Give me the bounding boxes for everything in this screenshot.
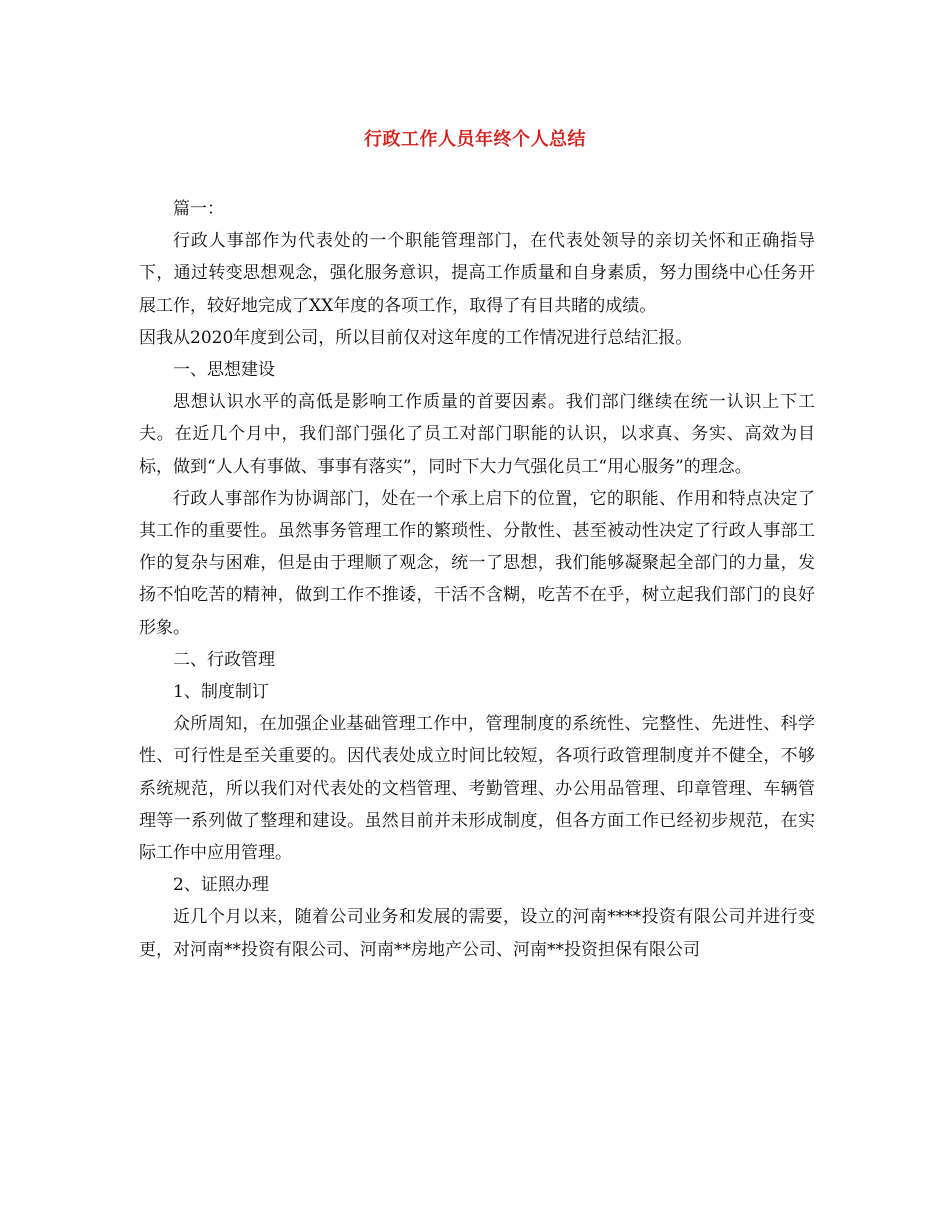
paragraph-intro-note: 因我从2020年度到公司，所以目前仅对这年度的工作情况进行总结汇报。 bbox=[139, 327, 693, 348]
document-body bbox=[139, 193, 815, 966]
paragraph-license-processing: 近几个月以来，随着公司业务和发展的需要，设立的河南****投资有限公司并进行变更，对河南**投资有限公司、河南**房地产公司、河南**投资担保有限公司 bbox=[139, 907, 815, 960]
heading-admin-management: 二、行政管理 bbox=[173, 649, 275, 670]
paragraph-coordination: 行政人事部作为协调部门，处在一个承上启下的位置，它的职能、作用和特点决定了其工作的重要性。虽然事务管理工作的繁琐性、分散性、甚至被动性决定了行政人事部工作的复杂与困难，但是由于理顺了观念，统一了思想，我们能够凝聚起全部门的力量，发扬不怕吃苦的精神，做到工作不推诿，干活不含糊，吃苦不在乎，树立起我们部门的良好形象。 bbox=[139, 488, 815, 638]
section-label-pian-yi: 篇一： bbox=[173, 199, 224, 219]
document-title: 行政工作人员年终个人总结 bbox=[364, 129, 586, 150]
subheading-license-processing: 2、证照办理 bbox=[173, 875, 269, 896]
subheading-system-setup: 1、制度制订 bbox=[173, 682, 269, 703]
paragraph-intro: 行政人事部作为代表处的一个职能管理部门，在代表处领导的亲切关怀和正确指导下，通过转变思想观念，强化服务意识，提高工作质量和自身素质，努力围绕中心任务开展工作，较好地完成了XX年度的各项工作，取得了有目共睹的成绩。 bbox=[139, 231, 815, 316]
paragraph-thought-building: 思想认识水平的高低是影响工作质量的首要因素。我们部门继续在统一认识上下工夫。在近几个月中，我们部门强化了员工对部门职能的认识，以求真、务实、高效为目标，做到“人人有事做、事事有落实”，同时下大力气强化员工“用心服务”的理念。 bbox=[139, 392, 815, 477]
paragraph-system-setup: 众所周知，在加强企业基础管理工作中，管理制度的系统性、完整性、先进性、科学性、可行性是至关重要的。因代表处成立时间比较短，各项行政管理制度并不健全，不够系统规范，所以我们对代表处的文档管理、考勤管理、办公用品管理、印章管理、车辆管理等一系列做了整理和建设。虽然目前并未形成制度，但各方面工作已经初步规范，在实际工作中应用管理。 bbox=[139, 714, 815, 864]
heading-thought-building: 一、思想建设 bbox=[173, 360, 275, 381]
